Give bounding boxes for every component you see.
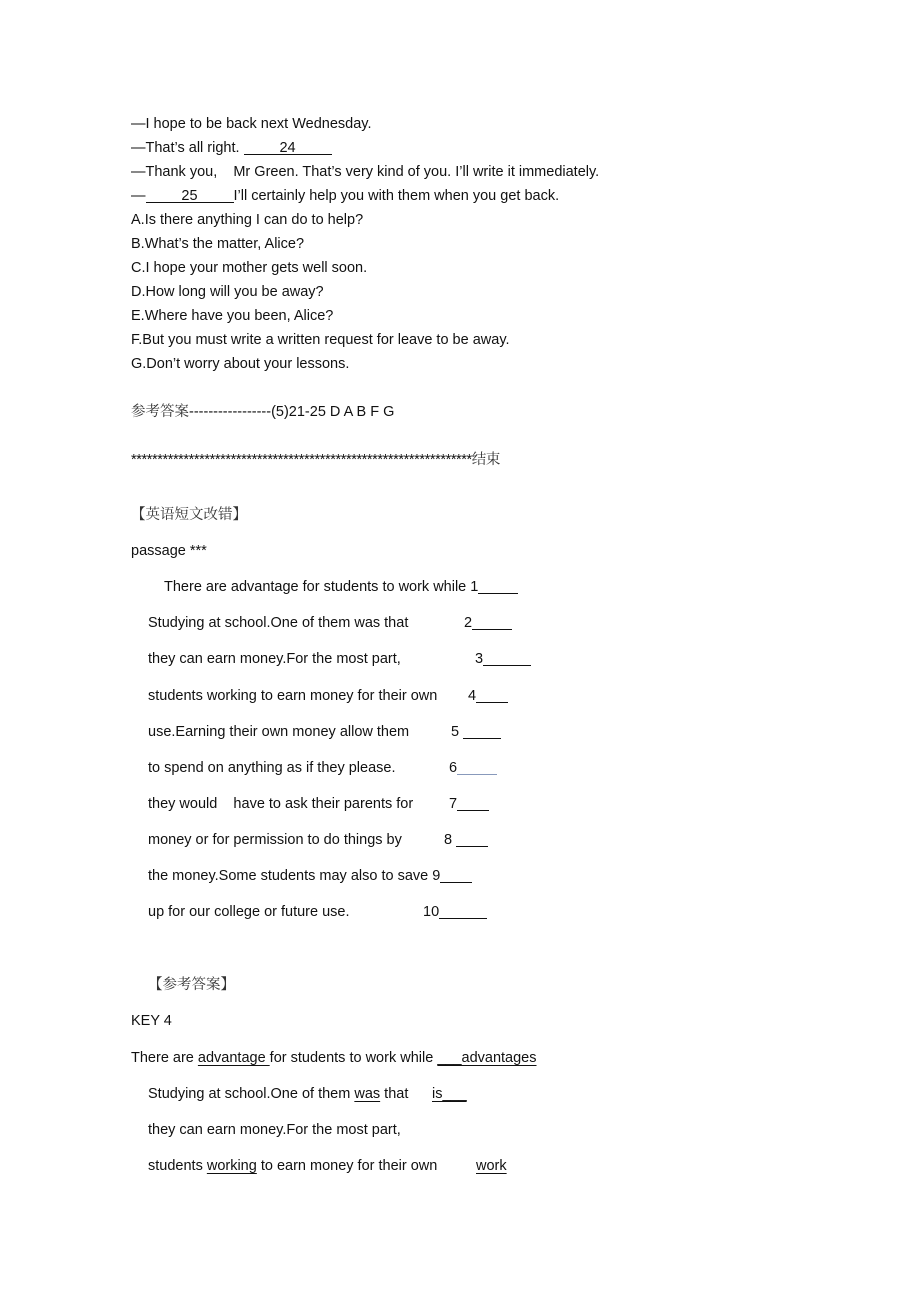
text: to earn money for their own bbox=[256, 1158, 438, 1174]
text: There are advantage for students to work while bbox=[164, 579, 471, 595]
option-e: E.Where have you been, Alice? bbox=[131, 308, 334, 324]
text: Studying at school.One of them was that bbox=[148, 615, 409, 631]
blank bbox=[463, 722, 501, 739]
option-d: D.How long will you be away? bbox=[131, 284, 324, 300]
option-b: B.What’s the matter, Alice? bbox=[131, 236, 305, 252]
error-word: advantage bbox=[197, 1050, 270, 1066]
line-number: 7 bbox=[449, 794, 489, 814]
passage-line bbox=[148, 866, 472, 886]
line-number: 9 bbox=[432, 868, 441, 884]
blank bbox=[478, 577, 518, 594]
line-number: 6 bbox=[449, 758, 497, 778]
line-number: 8 bbox=[444, 830, 488, 850]
text: I’ll certainly help you with them when you get back. bbox=[233, 188, 560, 204]
key-line bbox=[148, 1156, 507, 1176]
error-word: working bbox=[206, 1158, 257, 1174]
line-number: 5 bbox=[451, 722, 501, 742]
answer-text: -----------------(5)21-25 D A B F G bbox=[189, 404, 395, 420]
passage-label: passage *** bbox=[131, 543, 207, 559]
key-line bbox=[131, 1048, 537, 1068]
text: to spend on anything as if they please. bbox=[148, 760, 396, 776]
blank bbox=[439, 902, 487, 919]
correction: work bbox=[476, 1158, 507, 1174]
text: that bbox=[380, 1086, 409, 1102]
passage-line bbox=[164, 577, 518, 597]
text: students working to earn money for their own bbox=[148, 688, 438, 704]
text: There are bbox=[131, 1050, 198, 1066]
text: use.Earning their own money allow them bbox=[148, 724, 410, 740]
option-a: A.Is there anything I can do to help? bbox=[131, 212, 364, 228]
key-label: KEY 4 bbox=[131, 1013, 172, 1029]
blank bbox=[472, 613, 512, 630]
passage-line bbox=[148, 686, 477, 706]
key-line: they can earn money.For the most part, bbox=[148, 1122, 401, 1138]
line-number: 10 bbox=[423, 902, 487, 922]
end-label: 结束 bbox=[471, 452, 500, 468]
text: for students to work while bbox=[269, 1050, 438, 1066]
text: money or for permission to do things by bbox=[148, 832, 402, 848]
passage-line bbox=[148, 649, 484, 669]
blank: ___ bbox=[437, 1050, 462, 1066]
option-g: G.Don’t worry about your lessons. bbox=[131, 356, 350, 372]
blank bbox=[476, 686, 508, 703]
text: Studying at school.One of them bbox=[148, 1086, 355, 1102]
answer-blank-25: 25 bbox=[146, 186, 234, 203]
correction: advantages bbox=[461, 1050, 537, 1066]
key-title: 【参考答案】 bbox=[148, 977, 235, 993]
end-line bbox=[131, 450, 500, 470]
error-word: was bbox=[354, 1086, 381, 1102]
option-c: C.I hope your mother gets well soon. bbox=[131, 260, 368, 276]
text: the money.Some students may also to save bbox=[148, 868, 433, 884]
blank bbox=[456, 830, 488, 847]
section-title: 【英语短文改错】 bbox=[131, 507, 247, 523]
answer-label: 参考答案 bbox=[131, 404, 189, 420]
stars: ***************************************************************** bbox=[131, 452, 472, 468]
line-number: 1 bbox=[470, 579, 479, 595]
dialogue-line: —Thank you, Mr Green. That’s very kind of you. I’ll write it immediately. bbox=[131, 164, 600, 180]
key-line bbox=[148, 1084, 467, 1104]
passage-line bbox=[148, 722, 460, 742]
passage-line bbox=[148, 830, 453, 850]
blank bbox=[457, 758, 497, 775]
text: up for our college or future use. bbox=[148, 904, 350, 920]
option-f: F.But you must write a written request for leave to be away. bbox=[131, 332, 510, 348]
line-number: 3 bbox=[475, 649, 531, 669]
passage-line bbox=[148, 794, 458, 814]
blank bbox=[457, 794, 489, 811]
text: they can earn money.For the most part, bbox=[148, 651, 401, 667]
text: — bbox=[131, 188, 146, 204]
answer-blank-24: 24 bbox=[244, 138, 332, 155]
blank bbox=[483, 649, 531, 666]
passage-line bbox=[148, 758, 458, 778]
text: —That’s all right. bbox=[131, 140, 244, 156]
dialogue-line bbox=[131, 186, 559, 206]
passage-line bbox=[148, 613, 473, 633]
text: they would have to ask their parents for bbox=[148, 796, 414, 812]
correction: is___ bbox=[432, 1086, 467, 1102]
text: students bbox=[148, 1158, 207, 1174]
blank bbox=[440, 866, 472, 883]
passage-line bbox=[148, 902, 440, 922]
dialogue-line bbox=[131, 138, 332, 158]
answer-line bbox=[131, 402, 394, 422]
line-number: 4 bbox=[468, 686, 508, 706]
line-number: 2 bbox=[464, 613, 512, 633]
dialogue-line: —I hope to be back next Wednesday. bbox=[131, 116, 372, 132]
